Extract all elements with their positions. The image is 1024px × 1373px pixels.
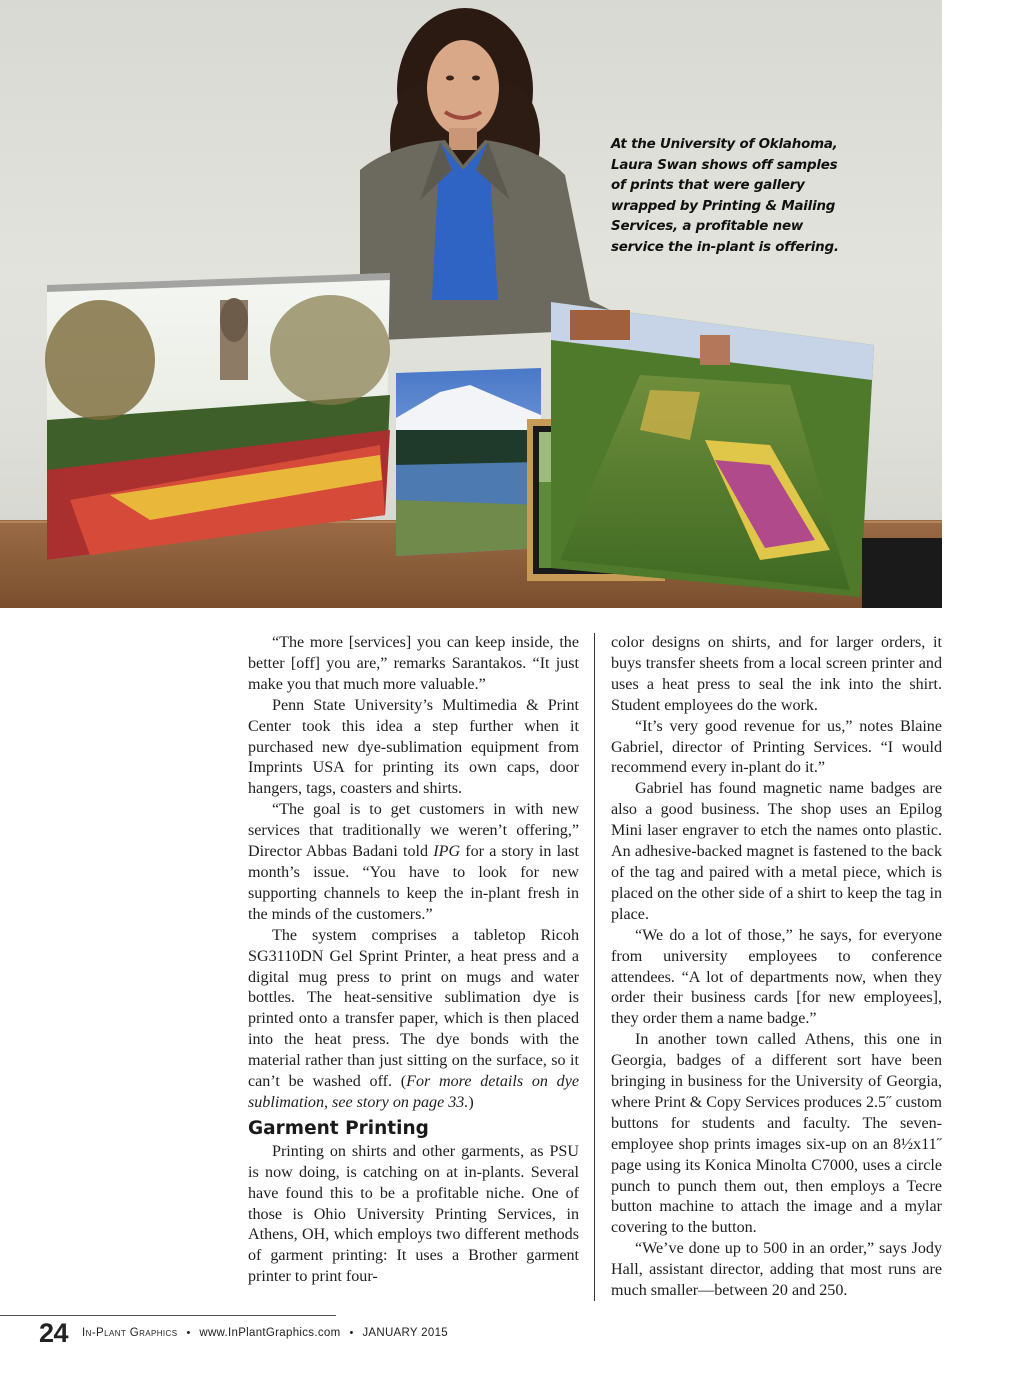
article-photo xyxy=(0,0,942,608)
mountain-canvas xyxy=(396,368,541,556)
tulip-canvas xyxy=(45,273,390,560)
column-divider xyxy=(594,633,595,1301)
paragraph: “It’s very good revenue for us,” notes Blaine Gabriel, director of Printing Services. “I would recommend every in-plant do it.” xyxy=(611,717,942,777)
page-number: 24 xyxy=(39,1317,69,1348)
article-column-right xyxy=(611,633,942,1302)
separator-dot: • xyxy=(349,1327,354,1339)
paragraph: In another town called Athens, this one in Georgia, badges of a different sort have been bringing in business for the University of Georgia, where Print & Copy Services produces 2.5˝ custom buttons for students and faculty. The seven-employee shop prints images six-up on an 8½x11˝ page using its Konica Minolta C7000, uses a circle punch to punch them out, then employs a Tecre button machine to attach the image and a mylar covering to the button. xyxy=(611,1031,942,1237)
paragraph: “We do a lot of those,” he says, for everyone from university employees to conference attendees. “A lot of departments now, when they order their business cards [for new employees], they order them a name badge.” xyxy=(611,926,942,1028)
paragraph: “The goal is to get customers in with new services that traditionally we weren’t offering,” Director Abbas Badani told IPG for a story in last month’s issue. “You have to look for new supporting channels to keep the in-plant fresh in the minds of the customers.” xyxy=(248,801,579,923)
photo-illustration xyxy=(0,0,942,608)
paragraph: color designs on shirts, and for larger orders, it buys transfer sheets from a local screen printer and uses a heat press to seal the ink into the shirt. Student employees do the work. xyxy=(611,634,942,714)
paragraph: Printing on shirts and other garments, as PSU is now doing, is catching on at in-plants. Several have found this to be a profitable niche. One of those is Ohio University Printing Services, in Athens, OH, which employs two different methods of garment printing: It uses a Brother garment printer to print four- xyxy=(248,1142,579,1286)
publication-abbreviation: IPG xyxy=(433,843,461,861)
campus-canvas xyxy=(551,302,874,597)
page-footer xyxy=(39,1318,448,1348)
issue-date: JANUARY 2015 xyxy=(362,1327,448,1339)
footer-rule xyxy=(0,1315,336,1316)
page-margin xyxy=(942,0,1024,608)
photo-shadow-corner xyxy=(862,538,942,608)
website-link[interactable]: www.InPlantGraphics.com xyxy=(199,1327,341,1339)
separator-dot: • xyxy=(186,1327,191,1339)
section-heading: Garment Printing xyxy=(248,1117,429,1139)
photo-caption: At the University of Oklahoma, Laura Swan shows off samples of prints that were gallery wrapped by Printing & Mailing Services, a profitable new service the in-plant is offering. xyxy=(611,137,839,255)
paragraph: Penn State University’s Multimedia & Print Center took this idea a step further when it purchased new dye-sublimation equipment from Imprints USA for printing its own caps, door hangers, tags, coasters and shirts. xyxy=(248,696,579,798)
article-column-left xyxy=(248,633,579,1288)
cross-reference: For more details on dye sublimation, see story on page 33. xyxy=(248,1073,579,1111)
paragraph: Gabriel has found magnetic name badges are also a good business. The shop uses an Epilog Mini laser engraver to etch the names onto plastic. An adhesive-backed magnet is fastened to the back of the tag and paired with a metal piece, which is placed on the other side of a shirt to keep the tag in place. xyxy=(611,780,942,923)
publication-name: In-Plant Graphics xyxy=(82,1327,178,1339)
paragraph: “We’ve done up to 500 in an order,” says Jody Hall, assistant director, adding that most runs are much smaller—between 20 and 250. xyxy=(611,1240,942,1300)
paragraph: “The more [services] you can keep inside, the better [off] you are,” remarks Sarantakos. “It just make you that much more valuable.” xyxy=(248,634,579,693)
paragraph: The system comprises a tabletop Ricoh SG3110DN Gel Sprint Printer, a heat press and a digital mug press to print on mugs and water bottles. The heat-sensitive sublimation dye is printed onto a transfer paper, which is then placed into the heat press. The dye bonds with the material rather than just sitting on the surface, so it can’t be washed off. (For more details on dye sublimation, see story on page 33.) xyxy=(248,926,579,1111)
fraction: ½ xyxy=(901,1135,914,1153)
